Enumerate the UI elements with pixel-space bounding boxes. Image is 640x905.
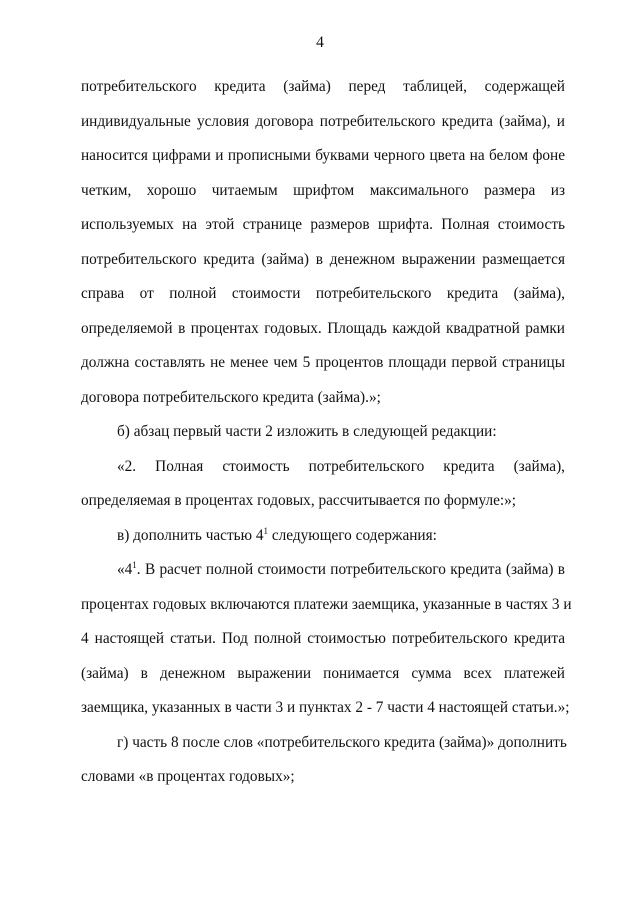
text-fragment: в) дополнить частью 4 <box>117 526 264 544</box>
text-fragment: «4 <box>117 561 133 578</box>
text-line: используемых на этой странице размеров шрифта. Полная стоимость <box>81 216 565 233</box>
text-line <box>81 519 565 554</box>
text-line: (займа) в денежном выражении понимается сумма всех платежей <box>81 664 565 682</box>
text-line <box>81 553 565 588</box>
text-line: 4 настоящей статьи. Под полной стоимостью потребительского кредита <box>81 630 565 647</box>
text-fragment: следующего содержания: <box>268 526 437 544</box>
text-line: договора потребительского кредита (займа).»; <box>81 388 381 406</box>
text-line: б) абзац первый части 2 изложить в следующей редакции: <box>117 423 497 440</box>
text-line: должна составлять не менее чем 5 процентов площади первой страницы <box>81 354 565 371</box>
document-body <box>81 70 572 795</box>
text-line: наносится цифрами и прописными буквами черного цвета на белом фоне <box>81 147 565 164</box>
text-line: заемщика, указанных в части 3 и пунктах 2 - 7 части 4 настоящей статьи.»; <box>81 699 570 716</box>
text-line: потребительского кредита (займа) перед таблицей, содержащей <box>81 78 565 95</box>
text-line: индивидуальные условия договора потребительского кредита (займа), и <box>81 112 565 130</box>
text-line: г) часть 8 после слов «потребительского кредита (займа)» дополнить <box>117 733 567 751</box>
superscript: 1 <box>132 560 137 570</box>
text-line: определяемая в процентах годовых, рассчитывается по формуле:»; <box>81 492 517 509</box>
text-line: процентах годовых включаются платежи заемщика, указанные в частях 3 и <box>81 595 572 613</box>
text-line: определяемой в процентах годовых. Площадь каждой квадратной рамки <box>81 319 565 337</box>
text-line: справа от полной стоимости потребительского кредита (займа), <box>81 285 565 302</box>
superscript: 1 <box>263 525 269 536</box>
text-line: словами «в процентах годовых»; <box>81 768 295 785</box>
text-line: потребительского кредита (займа) в денежном выражении размещается <box>81 250 565 268</box>
text-fragment: . В расчет полной стоимости потребительского кредита (займа) в <box>136 561 565 578</box>
text-line: четким, хорошо читаемым шрифтом максимального размера из <box>81 181 565 199</box>
page-number: 4 <box>316 34 324 51</box>
text-line: «2. Полная стоимость потребительского кредита (займа), <box>117 457 565 475</box>
